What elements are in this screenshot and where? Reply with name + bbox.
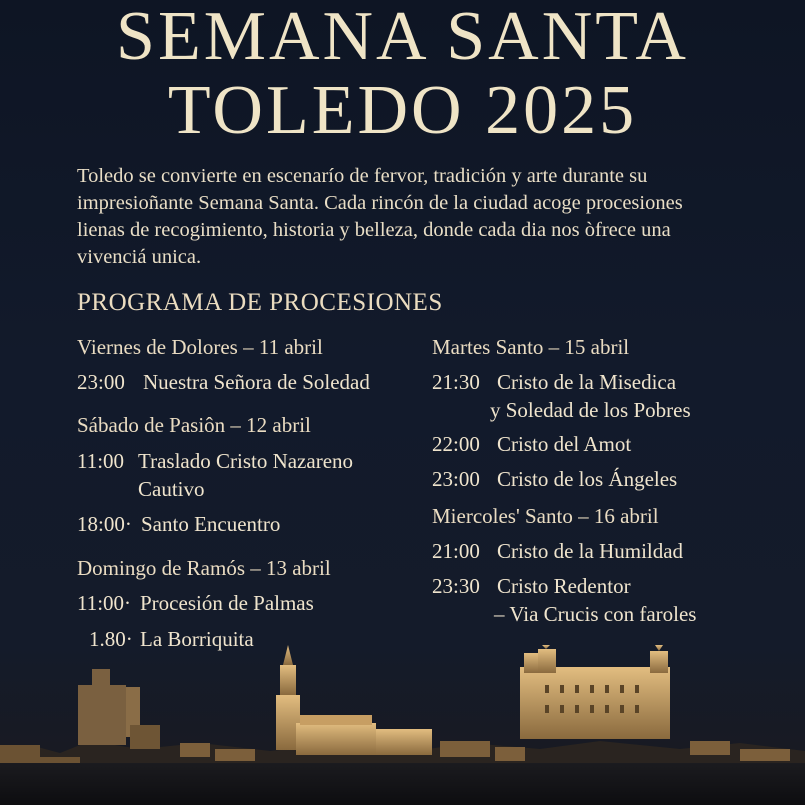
event-name: Cristo de la Misedica	[497, 370, 677, 394]
event-line	[432, 430, 631, 458]
event-time: 11:00	[77, 449, 125, 473]
event-time: 18:00·	[77, 512, 132, 536]
intro-paragraph	[77, 163, 747, 271]
event-line	[432, 465, 677, 493]
event-time: 21:30	[432, 370, 480, 394]
event-name: Procesión de Palmas	[140, 591, 314, 615]
event-name: La Borriquita	[140, 627, 254, 651]
event-name: Cristo de los Ángeles	[497, 467, 678, 491]
program-heading: PROGRAMA DE PROCESIONES	[77, 289, 443, 316]
event-name: Cristo del Amot	[497, 432, 632, 456]
event-time: 23:00	[432, 467, 480, 491]
event-line	[432, 572, 631, 600]
intro-line: vivenciá unica.	[77, 246, 202, 268]
event-line	[77, 589, 314, 617]
event-name: Cristo de la Humildad	[497, 539, 684, 563]
event-line	[432, 368, 676, 396]
event-line	[77, 447, 353, 475]
event-time: 1.80·	[89, 627, 133, 651]
event-name: Traslado Cristo Nazareno	[138, 449, 354, 473]
day-heading: Miercoles' Santo – 16 abril	[432, 504, 659, 528]
alcazar	[520, 645, 670, 739]
event-name-continued: Cautivo	[138, 477, 205, 501]
event-name-continued: y Soledad de los Pobres	[490, 398, 691, 422]
event-name: Cristo Redentor	[497, 574, 631, 598]
event-time: 23:00	[77, 370, 125, 394]
intro-line: impresioñante Semana Santa. Cada rincón de la ciudad acoge procesiones	[77, 192, 683, 214]
toledo-skyline-illustration	[0, 645, 805, 805]
day-heading: Viernes de Dolores – 11 abril	[77, 335, 323, 359]
event-time: 21:00	[432, 539, 480, 563]
intro-line: lienas de recogimiento, historia y belleza, donde cada dia nos òfrece una	[77, 219, 671, 241]
event-time: 11:00·	[77, 591, 132, 615]
intro-line: Toledo se convierte en escenarío de fervor, tradición y arte durante su	[77, 165, 648, 187]
event-name: Santo Encuentro	[141, 512, 281, 536]
event-name-continued: – Via Crucis con faroles	[494, 602, 697, 626]
title-line-1: SEMANA SANTA	[116, 0, 689, 75]
day-heading: Domingo de Ramós – 13 abril	[77, 556, 331, 580]
cathedral	[276, 645, 432, 755]
day-heading: Martes Santo – 15 abril	[432, 335, 630, 359]
day-heading: Sábado de Pasiôn – 12 abril	[77, 413, 311, 437]
event-time: 22:00	[432, 432, 480, 456]
title-line-2: TOLEDO 2025	[167, 72, 638, 149]
event-name: Nuestra Señora de Soledad	[143, 370, 370, 394]
event-time: 23:30	[432, 574, 480, 598]
event-line	[77, 368, 370, 396]
event-line	[432, 537, 683, 565]
event-line	[77, 510, 280, 538]
